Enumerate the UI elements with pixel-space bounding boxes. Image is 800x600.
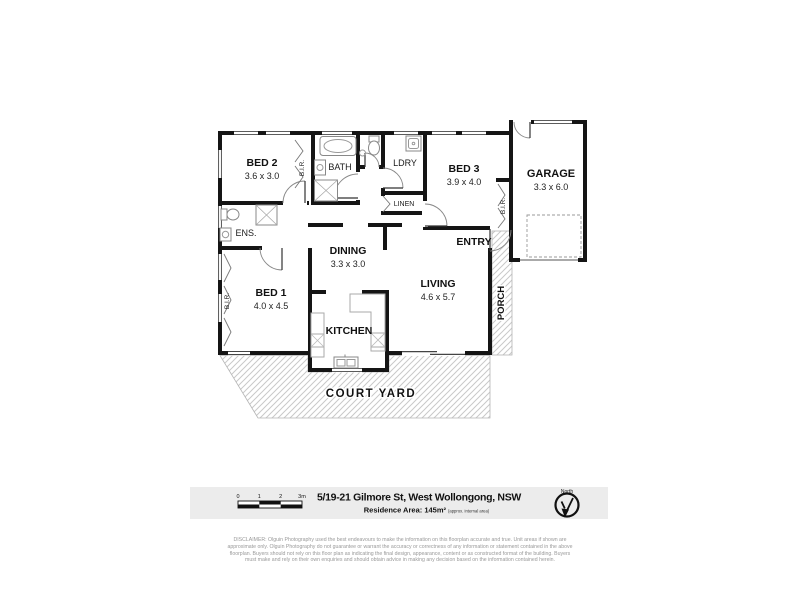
residence-area: Residence Area: 145m² — [363, 505, 446, 515]
room-label-entry: ENTRY — [456, 236, 492, 248]
wc-toilet — [369, 141, 380, 155]
room-dims-dining: 3.3 x 3.0 — [330, 259, 366, 269]
room-label-bath: BATH — [328, 162, 352, 172]
bir-label-bed3: B.I.R. — [500, 197, 507, 215]
bir-label-bed1: B.I.R. — [224, 292, 231, 310]
room-dims-bed3: 3.9 x 4.0 — [446, 177, 482, 187]
room-label-bed3: BED 3 — [448, 163, 480, 175]
bir-label-bed2: B.I.R. — [299, 159, 306, 177]
wc-fixtures — [360, 136, 380, 156]
room-label-ens: ENS. — [235, 228, 257, 238]
room-label-linen: LINEN — [393, 201, 415, 208]
footer-bar — [190, 487, 608, 519]
garage-car-space — [527, 215, 581, 257]
room-label-living: LIVING — [420, 278, 456, 290]
sliding-door — [402, 350, 465, 356]
laundry-fixtures — [406, 136, 421, 151]
room-label-bed2: BED 2 — [246, 157, 278, 169]
room-label-ldry: LDRY — [393, 158, 417, 168]
room-dims-garage: 3.3 x 6.0 — [533, 182, 569, 192]
scale-tick-2: 2 — [279, 494, 283, 500]
room-label-courtyard: COURT YARD — [325, 388, 417, 400]
scale-tick-0: 0 — [236, 494, 240, 500]
room-label-dining: DINING — [329, 245, 367, 257]
room-label-garage: GARAGE — [526, 168, 576, 180]
disclaimer-text: DISCLAIMER: Olguin Photography used the best endeavours to make the information on this floorplan accurate and true. Unit areas if shown are approximate only. Olguin Photography do not guarantee or warrant the accuracy or correctness of any information or statement contained in the above floorplan. Buyers should not rely on this floor plan as indicating the final design, appearance, content or as constructed format of the building. Buyers must make and rely on their own enquiries and should obtain advice in making any decision based on the information contained herein. — [227, 537, 573, 564]
bath-vanity — [315, 160, 326, 175]
laundry-tap — [412, 142, 415, 145]
room-label-kitchen: KITCHEN — [325, 325, 373, 337]
north-label: North — [560, 489, 574, 495]
ens-cistern — [221, 209, 227, 220]
room-label-bed1: BED 1 — [255, 287, 287, 299]
linen-doors — [383, 196, 390, 212]
room-label-porch: PORCH — [496, 285, 507, 321]
room-dims-living: 4.6 x 5.7 — [420, 292, 456, 302]
bathtub-basin — [324, 140, 352, 153]
garage-door — [520, 257, 578, 263]
ens-vanity — [220, 228, 231, 241]
ens-toilet — [227, 209, 239, 220]
property-address: 5/19-21 Gilmore St, West Wollongong, NSW — [316, 491, 522, 504]
residence-area-note: (approx. internal area) — [448, 508, 490, 514]
scale-tick-3: 3m — [298, 494, 306, 500]
room-dims-bed1: 4.0 x 4.5 — [253, 301, 289, 311]
scale-tick-1: 1 — [257, 494, 261, 500]
room-dims-bed2: 3.6 x 3.0 — [244, 171, 280, 181]
